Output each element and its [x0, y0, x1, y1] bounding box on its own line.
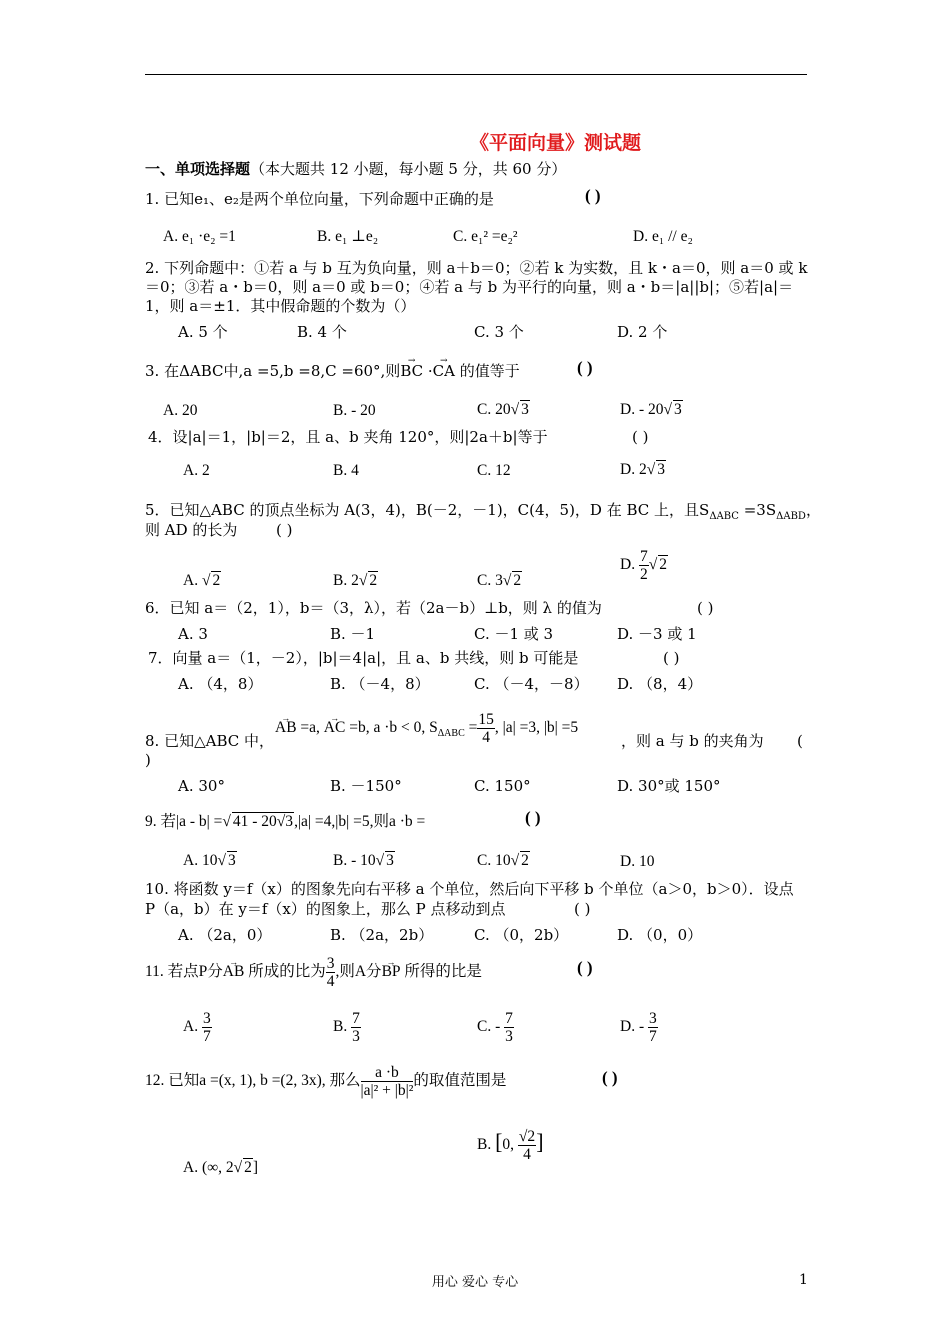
- vector-ca: → CA: [433, 362, 455, 380]
- q5-option-b: B. 2√ 2: [333, 572, 378, 589]
- q2-line2: ＝0；③若 a・b＝0，则 a＝0 或 b＝0；④若 a 与 b 为平行的向量，则 a・b＝|a||b|；⑤若|a|＝: [145, 278, 794, 296]
- q6-option-b: B. －1: [330, 625, 376, 643]
- q9-option-b: B. - 10√ 3: [333, 852, 394, 869]
- vector-bp: → BP: [382, 963, 401, 981]
- q8-option-c: C. 150°: [474, 777, 531, 795]
- q4-option-c: C. 12: [477, 462, 511, 479]
- q10-option-c: C. （0，2b）: [474, 926, 569, 944]
- vector-ab: → AB: [223, 963, 245, 981]
- q4-answer-paren: ( ): [632, 428, 649, 446]
- vector-bc: → BC: [400, 362, 423, 380]
- page-number: 1: [799, 1272, 808, 1288]
- q3-stem: 3. 在ΔABC中,a =5,b =8,C =60°,则→ BC ·→ CA 的值等于: [145, 362, 520, 380]
- q6-stem: 6．已知 a＝（2，1），b＝（3，λ），若（2a－b）⊥b，则 λ 的值为: [145, 599, 602, 617]
- q11-option-c: C. - $\frac{7}{3}$: [477, 1010, 513, 1045]
- q8-option-a: A. 30°: [178, 777, 225, 795]
- q1-option-a: A. e₁ ·e₂ =1: [163, 228, 236, 245]
- q4-option-b: B. 4: [333, 462, 359, 479]
- q10-line2: P（a，b）在 y＝f（x）的图象上，那么 P 点移动到点: [145, 900, 506, 918]
- q9-option-a: A. 10√ 3: [183, 852, 236, 869]
- q1-option-d: D. e₁ // e₂: [633, 228, 693, 245]
- q6-option-d: D. －3 或 1: [617, 625, 697, 643]
- q10-answer-paren: ( ): [574, 900, 591, 918]
- q10-line1: 10. 将函数 y＝f（x）的图象先向右平移 a 个单位，然后向下平移 b 个单位（a＞0，b＞0）．设点: [145, 880, 794, 898]
- section-heading: 一、单项选择题（本大题共 12 小题，每小题 5 分，共 60 分）: [145, 160, 567, 178]
- q11-option-d: D. - $\frac{3}{7}$: [620, 1010, 657, 1045]
- q2-option-b: B. 4 个: [297, 323, 347, 341]
- q10-option-b: B. （2a，2b）: [330, 926, 434, 944]
- q11-option-a: A. $\frac{3}{7}$: [183, 1010, 211, 1045]
- q1-option-b: B. e₁ ⊥e₂: [317, 228, 379, 245]
- q5-line2: 则 AD 的长为: [145, 521, 238, 539]
- q3-option-c: C. 20√ 3: [477, 401, 529, 418]
- q9-stem: 9. 若|a - b| =√ 41 - 20√3,|a| =4,|b| =5,则a ·b =: [145, 813, 426, 830]
- q12-stem: 12. 已知a =(x, 1), b =(2, 3x), 那么 $\frac{a \cdot b}{\text{|a|² + |b|²}}$ 的取值范围是: [145, 1064, 507, 1099]
- q5-option-d: D. $\frac{7}{2}$ √ 2: [620, 548, 667, 583]
- q10-option-d: D. （0，0）: [617, 926, 703, 944]
- page-footer: 用心 爱心 专心: [431, 1275, 519, 1290]
- vector-ac: → AC: [324, 719, 346, 737]
- q9-answer-paren: ( ): [525, 808, 541, 827]
- q8-stem: 8. 已知△ABC 中，: [145, 732, 274, 750]
- q8-option-b: B. －150°: [330, 777, 402, 795]
- q6-option-c: C. －1 或 3: [474, 625, 554, 643]
- q7-answer-paren: ( ): [663, 649, 680, 667]
- vector-ab: → AB: [275, 719, 297, 737]
- q2-line3: 1，则 a＝±1．其中假命题的个数为（）: [145, 297, 416, 315]
- q2-option-d: D. 2 个: [617, 323, 668, 341]
- q2-line1: 2. 下列命题中：①若 a 与 b 互为负向量，则 a＋b＝0；②若 k 为实数，且 k・a＝0，则 a＝0 或 k: [145, 259, 808, 277]
- q5-answer-paren: ( ): [276, 521, 293, 539]
- header-rule: [145, 74, 807, 75]
- q8-paren-right: ): [145, 751, 151, 769]
- q6-answer-paren: ( ): [697, 599, 714, 617]
- q4-option-a: A. 2: [183, 462, 210, 479]
- q5-option-c: C. 3√ 2: [477, 572, 522, 589]
- q3-answer-paren: ( ): [577, 358, 593, 377]
- q12-option-a: A. (∞, 2√ 2]: [183, 1159, 259, 1176]
- q8-condition: → AB =a, → AC =b, a ·b < 0, $S_{\Delta ABC}$ = $\frac{15}{4}$ , |a| =3, |b| =5: [275, 711, 578, 746]
- q8-paren-left: (: [797, 732, 803, 750]
- q11-stem: 11. 若点P分→ AB 所成的比为 $\frac{3}{4}$ ,则A分→ BP 所得的比是: [145, 955, 482, 990]
- q1-stem: 1. 已知e₁、e₂是两个单位向量，下列命题中正确的是: [145, 190, 494, 208]
- q7-option-d: D. （8，4）: [617, 675, 703, 693]
- q2-option-c: C. 3 个: [474, 323, 524, 341]
- q9-option-d: D. 10: [620, 853, 655, 870]
- q3-option-b: B. - 20: [333, 402, 376, 419]
- q12-option-b: B. [0, $\frac{√2}{4}$ ]: [477, 1128, 544, 1163]
- page-title: 《平面向量》测试题: [470, 132, 642, 154]
- q6-option-a: A. 3: [178, 625, 208, 643]
- q8-stem-tail: ，则 a 与 b 的夹角为: [621, 732, 764, 750]
- q8-option-d: D. 30°或 150°: [617, 777, 721, 795]
- q2-option-a: A. 5 个: [178, 323, 228, 341]
- q7-option-c: C. （－4，－8）: [474, 675, 589, 693]
- q3-option-d: D. - 20√ 3: [620, 401, 682, 418]
- q9-option-c: C. 10√ 2: [477, 852, 529, 869]
- q5-option-a: A. √ 2: [183, 572, 221, 589]
- q7-option-b: B. （－4，8）: [330, 675, 430, 693]
- q12-answer-paren: ( ): [602, 1068, 618, 1087]
- q1-option-c: C. e₁² =e₂²: [453, 228, 518, 245]
- q3-option-a: A. 20: [163, 402, 198, 419]
- q10-option-a: A. （2a，0）: [178, 926, 272, 944]
- q1-answer-paren: ( ): [585, 186, 601, 205]
- q11-answer-paren: ( ): [577, 958, 593, 977]
- q5-line1: 5．已知△ABC 的顶点坐标为 A(3，4)，B(－2，－1)，C(4，5)，D 在 BC 上，且$S_{\Delta ABC} =3S_{\Delta ABD}$，: [145, 501, 821, 522]
- q11-option-b: B. $\frac{7}{3}$: [333, 1010, 360, 1045]
- q4-option-d: D. 2√ 3: [620, 461, 665, 478]
- q7-stem: 7．向量 a＝（1，－2），|b|＝4|a|，且 a、b 共线，则 b 可能是: [148, 649, 579, 667]
- q4-stem: 4．设|a|＝1，|b|＝2，且 a、b 夹角 120°，则|2a＋b|等于: [148, 428, 548, 446]
- q7-option-a: A. （4，8）: [178, 675, 263, 693]
